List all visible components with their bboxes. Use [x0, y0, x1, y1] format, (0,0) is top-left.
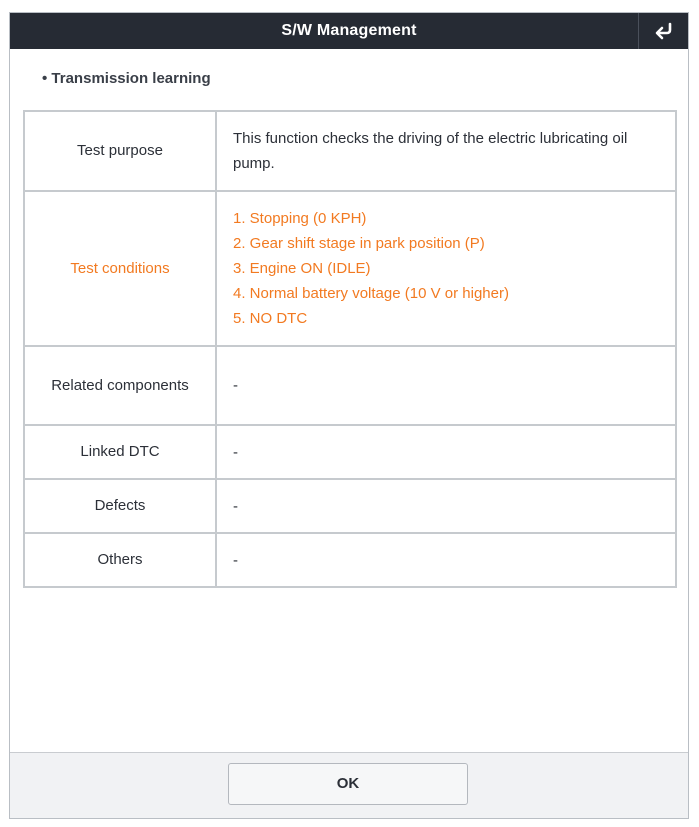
dialog-title: S/W Management: [281, 22, 417, 39]
condition-item: 2. Gear shift stage in park position (P): [233, 235, 485, 252]
table-row: [24, 346, 676, 425]
title-bar: [10, 13, 688, 49]
test-info-table: [23, 110, 677, 588]
row-value: -: [216, 346, 676, 425]
ok-button[interactable]: OK: [228, 763, 468, 805]
row-label: Defects: [24, 479, 216, 533]
condition-item: 1. Stopping (0 KPH): [233, 210, 367, 227]
row-value: This function checks the driving of the electric lubricating oil pump.: [216, 111, 676, 191]
return-arrow-icon: [654, 22, 674, 40]
row-value: -: [216, 533, 676, 587]
row-value: -: [216, 425, 676, 479]
row-label: Test conditions: [24, 191, 216, 346]
conditions-list: [216, 191, 676, 346]
condition-item: 4. Normal battery voltage (10 V or higher): [233, 285, 509, 302]
row-value: -: [216, 479, 676, 533]
row-label: Related components: [24, 346, 216, 425]
sw-management-dialog: [9, 12, 689, 819]
back-button[interactable]: [638, 13, 688, 49]
condition-item: 5. NO DTC: [233, 310, 308, 327]
section-title: • Transmission learning: [42, 70, 211, 87]
table-row: [24, 533, 676, 587]
row-label: Test purpose: [24, 111, 216, 191]
condition-item: 3. Engine ON (IDLE): [233, 260, 371, 277]
table-row: [24, 191, 676, 346]
dialog-footer: [10, 752, 688, 818]
row-label: Others: [24, 533, 216, 587]
table-row: [24, 479, 676, 533]
row-label: Linked DTC: [24, 425, 216, 479]
table-row: [24, 111, 676, 191]
table-row: [24, 425, 676, 479]
